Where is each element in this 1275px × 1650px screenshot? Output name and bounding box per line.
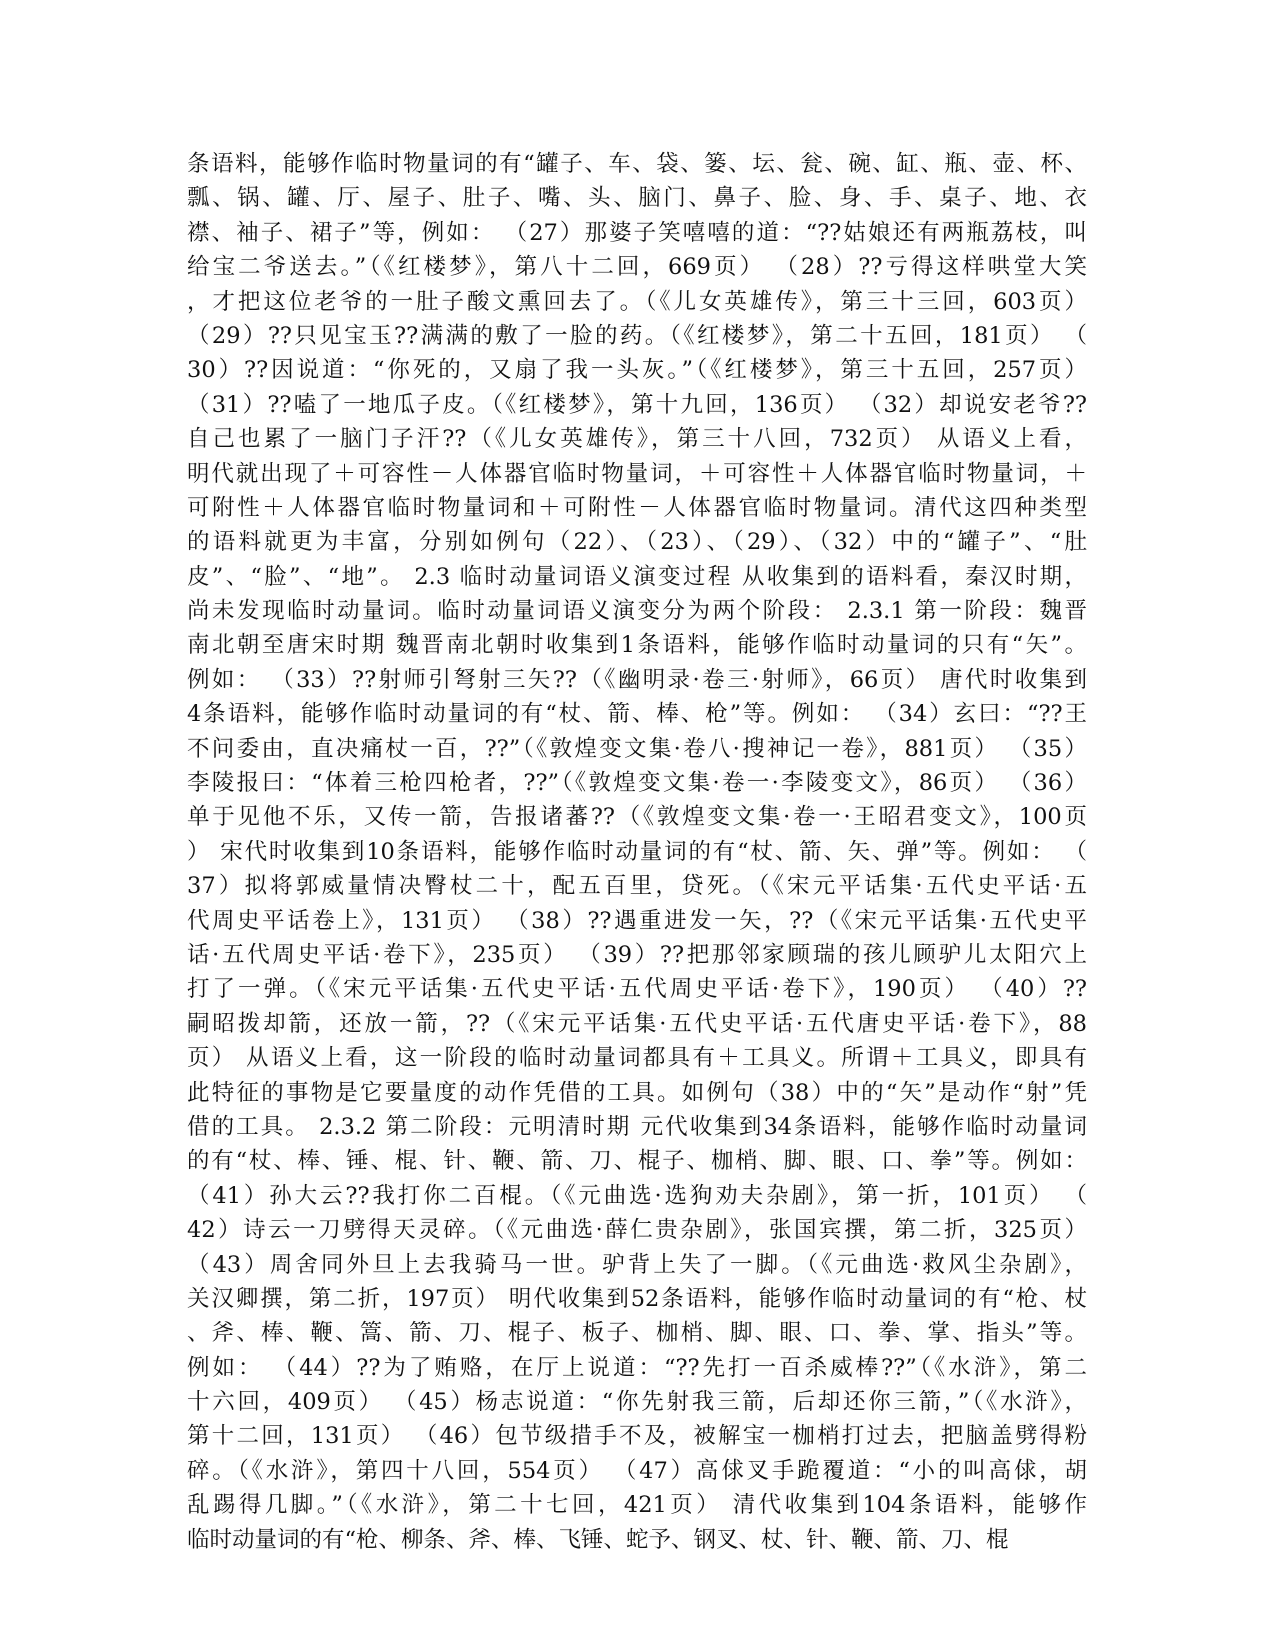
text-line: （41）孙大云??我打你二百棍。（《元曲选·选狗劝夫杂剧》，第一折，101页） （	[187, 1182, 1087, 1209]
text-line: 襟、袖子、裙子”等，例如： （27）那婆子笑嘻嘻的道：“??姑娘还有两瓶荔枝，叫	[187, 219, 1087, 246]
text-line: 例如： （33）??射师引弩射三矢??（《幽明录·卷三·射师》，66页） 唐代时收集到	[187, 666, 1087, 693]
text-line: （43）周舍同外旦上去我骑马一世。驴背上失了一脚。（《元曲选·救风尘杂剧》，	[187, 1251, 1087, 1278]
text-line: 、斧、棒、鞭、篙、箭、刀、棍子、板子、枷梢、脚、眼、口、拳、掌、指头”等。	[187, 1320, 1087, 1347]
text-line: 十六回，409页） （45）杨志说道：“你先射我三箭，后却还你三箭，”（《水浒》，	[187, 1389, 1087, 1416]
text-line: 不问委由，直决痛杖一百，??”（《敦煌变文集·卷八·搜神记一卷》，881页） （35）	[187, 735, 1087, 762]
text-line: ） 宋代时收集到10条语料，能够作临时动量词的有“杖、箭、矢、弹”等。例如： （	[187, 838, 1087, 865]
text-line: 尚未发现临时动量词。临时动量词语义演变分为两个阶段： 2.3.1 第一阶段：魏晋	[187, 598, 1087, 625]
text-line: 皮”、“脸”、“地”。 2.3 临时动量词语义演变过程 从收集到的语料看，秦汉时期，	[187, 563, 1087, 590]
text-line: 4条语料，能够作临时动量词的有“杖、箭、棒、枪”等。例如： （34）玄曰：“??王	[187, 701, 1087, 728]
text-line: 打了一弹。（《宋元平话集·五代史平话·五代周史平话·卷下》，190页） （40）??	[187, 976, 1087, 1003]
text-line: 的语料就更为丰富，分别如例句（22）、（23）、（29）、（32）中的“罐子”、“肚	[187, 529, 1087, 556]
text-line: （31）??嗑了一地瓜子皮。（《红楼梦》，第十九回，136页） （32）却说安老爷??	[187, 391, 1087, 418]
text-line: 关汉卿撰，第二折，197页） 明代收集到52条语料，能够作临时动量词的有“枪、杖	[187, 1285, 1087, 1312]
text-line: 临时动量词的有“枪、柳条、斧、棒、飞锤、蛇予、钢叉、杖、针、鞭、箭、刀、棍	[187, 1526, 1009, 1553]
text-line: 嗣昭拨却箭，还放一箭，??（《宋元平话集·五代史平话·五代唐史平话·卷下》，88	[187, 1010, 1087, 1037]
text-line: 的有“杖、棒、锤、棍、针、鞭、箭、刀、棍子、枷梢、脚、眼、口、拳”等。例如：	[187, 1148, 1087, 1175]
text-line: 瓢、锅、罐、厅、屋子、肚子、嘴、头、脑门、鼻子、脸、身、手、桌子、地、衣	[187, 185, 1087, 212]
text-line: 37）拟将郭威量情决臀杖二十，配五百里，贷死。（《宋元平话集·五代史平话·五	[187, 873, 1087, 900]
text-line: 单于见他不乐，又传一箭，告报诸蕃??（《敦煌变文集·卷一·王昭君变文》，100页	[187, 804, 1087, 831]
text-line: （29）??只见宝玉??满满的敷了一脸的药。（《红楼梦》，第二十五回，181页） （	[187, 322, 1087, 349]
text-line: 话·五代周史平话·卷下》，235页） （39）??把那邻家顾瑞的孩儿顾驴儿太阳穴上	[187, 941, 1087, 968]
text-line: 碎。（《水浒》，第四十八回，554页） （47）高俅叉手跪覆道：“小的叫高俅，胡	[187, 1457, 1087, 1484]
text-line: 自己也累了一脑门子汗??（《儿女英雄传》，第三十八回，732页） 从语义上看，	[187, 426, 1087, 453]
text-line: 乱踢得几脚。”（《水浒》，第二十七回，421页） 清代收集到104条语料，能够作	[187, 1492, 1087, 1519]
text-line: 第十二回，131页） （46）包节级措手不及，被解宝一枷梢打过去，把脑盖劈得粉	[187, 1423, 1087, 1450]
text-line: 给宝二爷送去。”（《红楼梦》，第八十二回，669页） （28）??亏得这样哄堂大笑	[187, 254, 1087, 281]
text-line: 例如： （44）??为了贿赂，在厅上说道：“??先打一百杀威棒??”（《水浒》，第二	[187, 1354, 1087, 1381]
text-line: 借的工具。 2.3.2 第二阶段：元明清时期 元代收集到34条语料，能够作临时动量词	[187, 1113, 1087, 1140]
body-text	[187, 147, 1087, 1557]
text-line: 明代就出现了＋可容性－人体器官临时物量词，＋可容性＋人体器官临时物量词，＋	[187, 460, 1087, 487]
text-line: 李陵报曰：“体着三枪四枪者，??”（《敦煌变文集·卷一·李陵变文》，86页） （36）	[187, 770, 1087, 797]
text-line: 代周史平话卷上》，131页） （38）??遇重进发一矢，??（《宋元平话集·五代史平	[187, 907, 1087, 934]
text-line: 此特征的事物是它要量度的动作凭借的工具。如例句（38）中的“矢”是动作“射”凭	[187, 1079, 1087, 1106]
text-line: 南北朝至唐宋时期 魏晋南北朝时收集到1条语料，能够作临时动量词的只有“矢”。	[187, 632, 1087, 659]
text-line: 可附性＋人体器官临时物量词和＋可附性－人体器官临时物量词。清代这四种类型	[187, 494, 1087, 521]
text-line: 30）??因说道：“你死的，又扇了我一头灰。”（《红楼梦》，第三十五回，257页）	[187, 357, 1087, 384]
text-line: 条语料，能够作临时物量词的有“罐子、车、袋、篓、坛、瓮、碗、缸、瓶、壶、杯、	[187, 151, 1087, 177]
text-line: ，才把这位老爷的一肚子酸文熏回去了。（《儿女英雄传》，第三十三回，603页）	[187, 288, 1087, 315]
text-line: 42）诗云一刀劈得天灵碎。（《元曲选·薛仁贵杂剧》，张国宾撰，第二折，325页）	[187, 1217, 1087, 1244]
text-line: 页） 从语义上看，这一阶段的临时动量词都具有＋工具义。所谓＋工具义，即具有	[187, 1045, 1087, 1072]
